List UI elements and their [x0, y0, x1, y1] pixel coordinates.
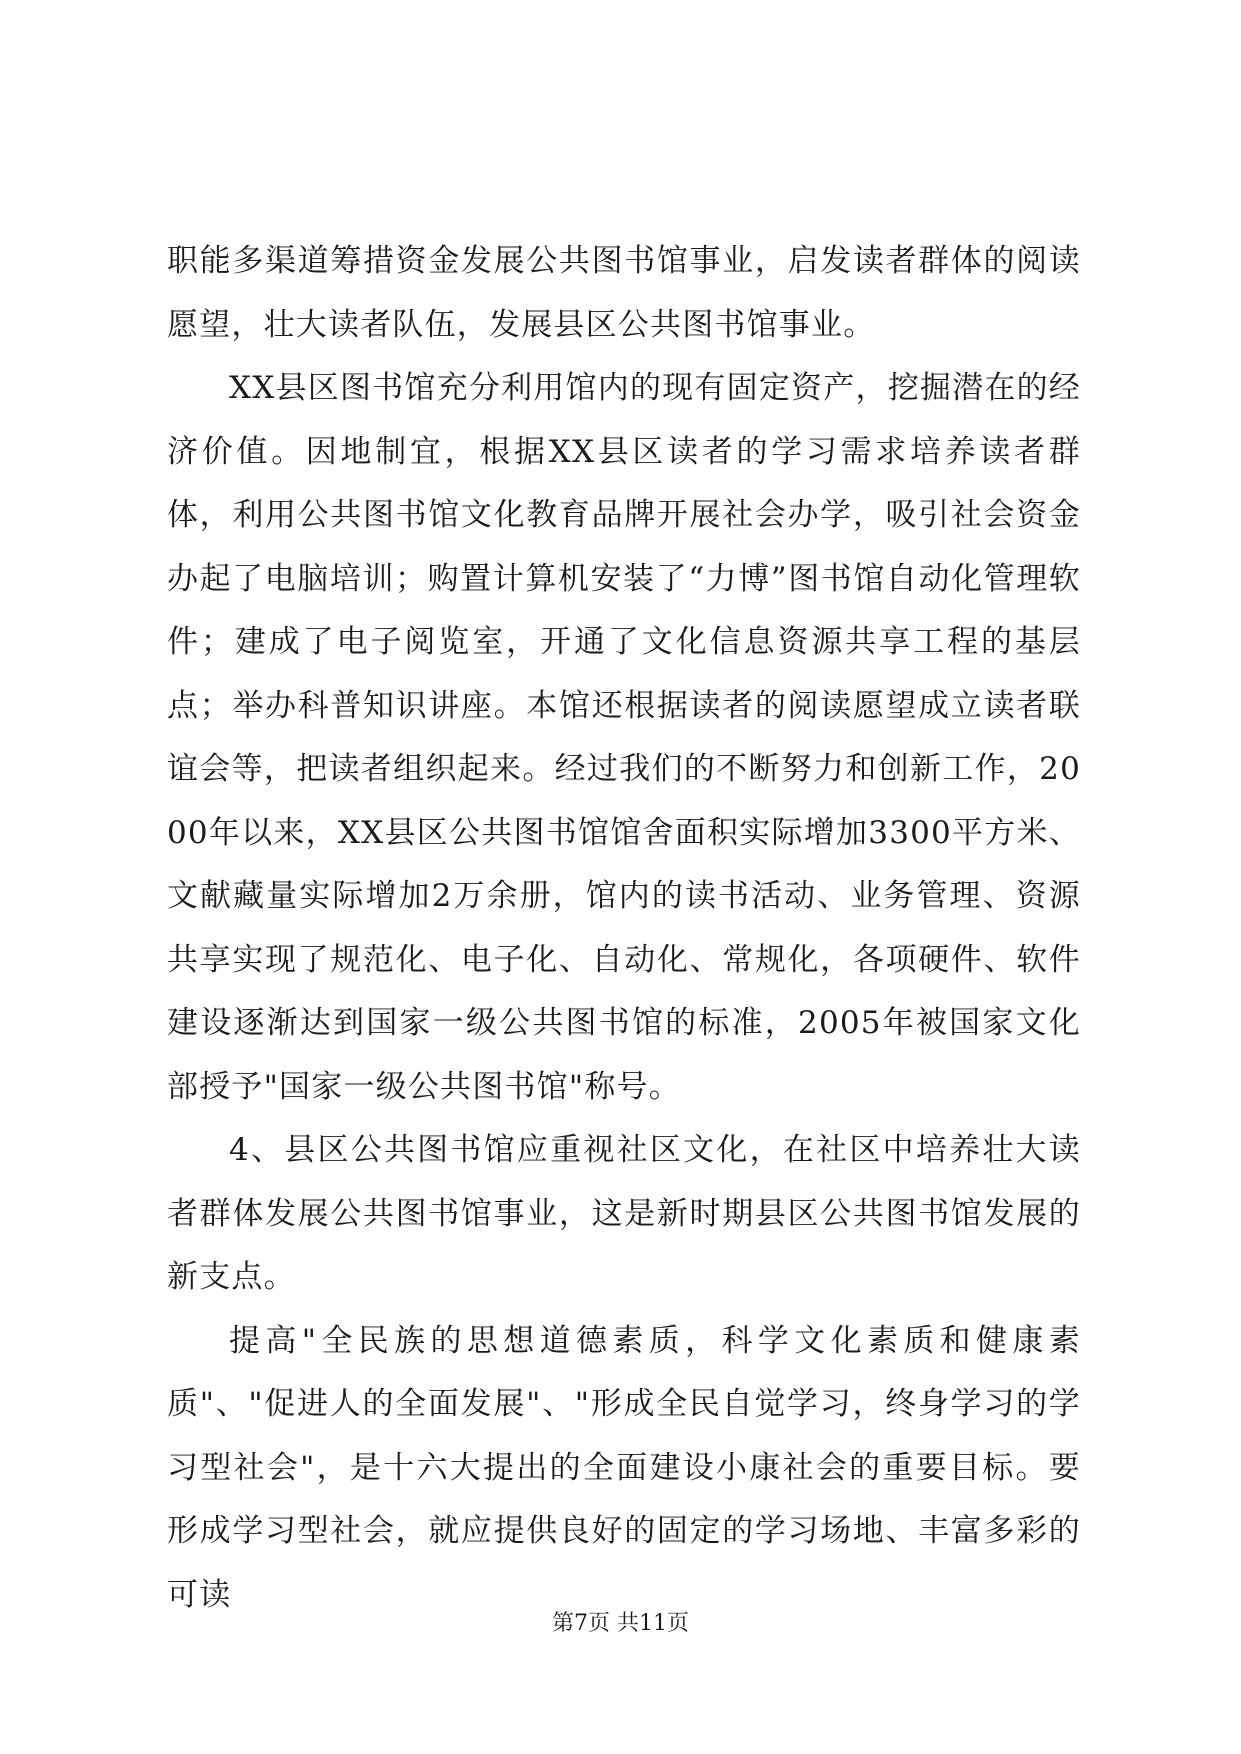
paragraph-2: XX县区图书馆充分利用馆内的现有固定资产，挖掘潜在的经济价值。因地制宜，根据XX县区读者的学习需求培养读者群体，利用公共图书馆文化教育品牌开展社会办学，吸引社会资金办起了电脑培训；购置计算机安装了“力博”图书馆自动化管理软件；建成了电子阅览室，开通了文化信息资源共享工程的基层点；举办科普知识讲座。本馆还根据读者的阅读愿望成立读者联谊会等，把读者组织起来。经过我们的不断努力和创新工作，2000年以来，XX县区公共图书馆馆舍面积实际增加3300平方米、文献藏量实际增加2万余册，馆内的读书活动、业务管理、资源共享实现了规范化、电子化、自动化、常规化，各项硬件、软件建设逐渐达到国家一级公共图书馆的标准，2005年被国家文化部授予"国家一级公共图书馆"称号。 — [167, 370, 1081, 1105]
document-body — [167, 230, 1081, 1627]
paragraph-4: 提高"全民族的思想道德素质，科学文化素质和健康素质"、"促进人的全面发展"、"形成全民自觉学习，终身学习的学习型社会"，是十六大提出的全面建设小康社会的重要目标。要形成学习型社会，就应提供良好的固定的学习场地、丰富多彩的可读 — [167, 1322, 1081, 1613]
paragraph-3: 4、县区公共图书馆应重视社区文化，在社区中培养壮大读者群体发展公共图书馆事业，这是新时期县区公共图书馆发展的新支点。 — [167, 1132, 1081, 1295]
paragraph-1: 职能多渠道筹措资金发展公共图书馆事业，启发读者群体的阅读愿望，壮大读者队伍，发展县区公共图书馆事业。 — [167, 243, 1081, 343]
page-number-footer: 第7页 共11页 — [552, 1611, 689, 1636]
